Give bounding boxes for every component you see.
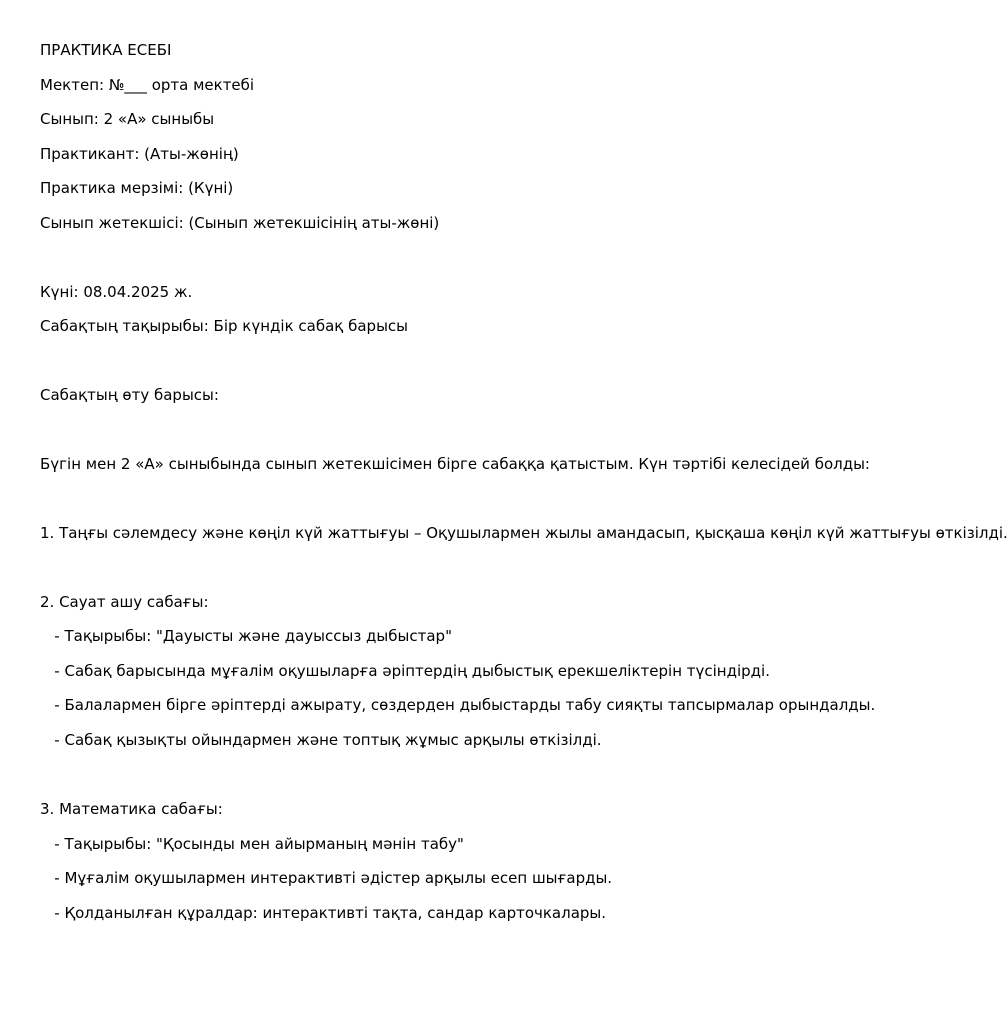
section-1-text: 1. Таңғы сәлемдесу және көңіл күй жаттығуы – Оқушылармен жылы амандасып, қысқаша көңіл күй жаттығуы өткізілді. — [40, 524, 1008, 542]
section-2-item: - Сабақ қызықты ойындармен және топтық жұмыс арқылы өткізілді. — [40, 731, 602, 749]
intro-paragraph: Бүгін мен 2 «А» сыныбында сынып жетекшісімен бірге сабаққа қатыстым. Күн тәртібі келесідей болды: — [40, 455, 870, 473]
section-3-item: - Мұғалім оқушылармен интерактивті әдістер арқылы есеп шығарды. — [40, 869, 613, 887]
period-line: Практика мерзімі: (Күні) — [40, 179, 234, 197]
topic-line: Сабақтың тақырыбы: Бір күндік сабақ барысы — [40, 317, 409, 335]
section-3-heading: 3. Математика сабағы: — [40, 800, 223, 818]
supervisor-line: Сынып жетекшісі: (Сынып жетекшісінің аты-жөні) — [40, 214, 440, 232]
document-title: ПРАКТИКА ЕСЕБІ — [40, 41, 172, 59]
trainee-line: Практикант: (Аты-жөнің) — [40, 145, 239, 163]
progress-heading: Сабақтың өту барысы: — [40, 386, 219, 404]
class-line: Сынып: 2 «А» сыныбы — [40, 110, 215, 128]
section-3-item: - Тақырыбы: "Қосынды мен айырманың мәнін табу" — [40, 835, 464, 853]
section-2-item: - Тақырыбы: "Дауысты және дауыссыз дыбыстар" — [40, 627, 452, 645]
section-3-item: - Қолданылған құралдар: интерактивті тақта, сандар карточкалары. — [40, 904, 607, 922]
school-line: Мектеп: №___ орта мектебі — [40, 76, 255, 94]
date-line: Күні: 08.04.2025 ж. — [40, 283, 193, 301]
section-2-heading: 2. Сауат ашу сабағы: — [40, 593, 209, 611]
section-2-item: - Сабақ барысында мұғалім оқушыларға әріптердің дыбыстық ерекшеліктерін түсіндірді. — [40, 662, 770, 680]
section-2-item: - Балалармен бірге әріптерді ажырату, сөздерден дыбыстарды табу сияқты тапсырмалар орындалды. — [40, 696, 876, 714]
